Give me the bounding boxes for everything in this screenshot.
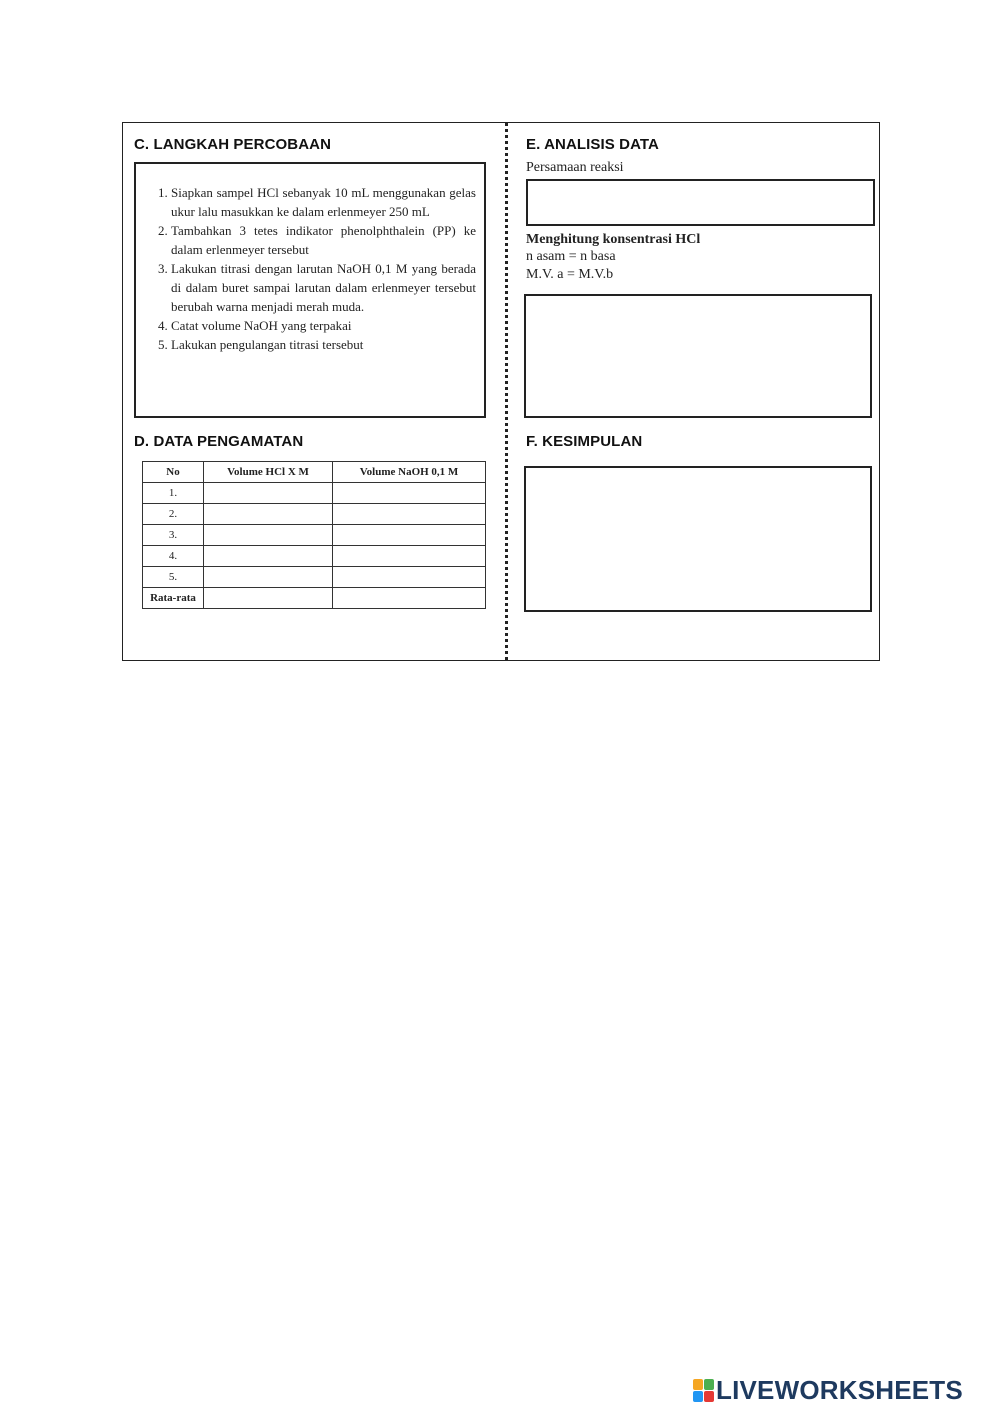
naoh-volume-cell[interactable] [333,567,486,588]
table-row [143,567,486,588]
table-header-row [143,462,486,483]
reaction-equation-field[interactable] [526,179,875,226]
liveworksheets-logo [693,1374,963,1405]
conclusion-field[interactable] [524,466,872,612]
row-number: 3. [143,525,204,546]
calc-title: Menghitung konsentrasi HCl [526,232,701,247]
hcl-average-cell[interactable] [204,588,333,609]
hcl-volume-cell[interactable] [204,504,333,525]
table-row [143,504,486,525]
hcl-volume-cell[interactable] [204,483,333,504]
steps-list [158,183,476,354]
logo-text: LIVEWORKSHEETS [716,1374,963,1405]
hcl-volume-cell[interactable] [204,567,333,588]
step-item [158,335,476,354]
row-number: 1. [143,483,204,504]
equation-label: Persamaan reaksi [526,160,624,175]
step-text: Lakukan pengulangan titrasi tersebut [171,337,364,352]
naoh-volume-cell[interactable] [333,483,486,504]
step-number: 5. [158,337,168,352]
table-row [143,546,486,567]
section-d-title: D. DATA PENGAMATAN [134,433,304,450]
hcl-volume-cell[interactable] [204,546,333,567]
step-number: 1. [158,185,168,200]
step-number: 3. [158,261,168,276]
naoh-volume-cell[interactable] [333,546,486,567]
step-item [158,183,476,221]
worksheet-panel [122,122,880,661]
calc-line-2: M.V. a = M.V.b [526,267,614,282]
step-number: 2. [158,223,168,238]
step-item [158,221,476,259]
row-number: 2. [143,504,204,525]
steps-box [134,162,486,418]
hcl-volume-cell[interactable] [204,525,333,546]
average-row [143,588,486,609]
header-no: No [143,462,204,483]
section-f-title: F. KESIMPULAN [526,433,643,450]
step-text: Lakukan titrasi dengan larutan NaOH 0,1 M yang berada di dalam buret sampai larutan dalam erlenmeyer tersebut berubah warna menjadi merah muda. [171,261,476,314]
calculation-field[interactable] [524,294,872,418]
step-text: Tambahkan 3 tetes indikator phenolphthalein (PP) ke dalam erlenmeyer tersebut [171,223,476,257]
naoh-average-cell[interactable] [333,588,486,609]
step-item [158,316,476,335]
naoh-volume-cell[interactable] [333,525,486,546]
naoh-volume-cell[interactable] [333,504,486,525]
row-number: 5. [143,567,204,588]
step-number: 4. [158,318,168,333]
table-row [143,483,486,504]
liveworksheets-logo-icon [693,1379,713,1401]
section-e-title: E. ANALISIS DATA [526,136,659,153]
row-number: 4. [143,546,204,567]
header-volume-naoh: Volume NaOH 0,1 M [333,462,486,483]
header-volume-hcl: Volume HCl X M [204,462,333,483]
calc-line-1: n asam = n basa [526,249,616,264]
step-text: Catat volume NaOH yang terpakai [171,318,352,333]
step-item [158,259,476,316]
table-row [143,525,486,546]
average-label: Rata-rata [143,588,204,609]
section-c-title: C. LANGKAH PERCOBAAN [134,136,331,153]
dotted-divider [505,123,508,660]
step-text: Siapkan sampel HCl sebanyak 10 mL menggunakan gelas ukur lalu masukkan ke dalam erlenmeyer 250 mL [171,185,476,219]
observation-table [142,461,486,609]
